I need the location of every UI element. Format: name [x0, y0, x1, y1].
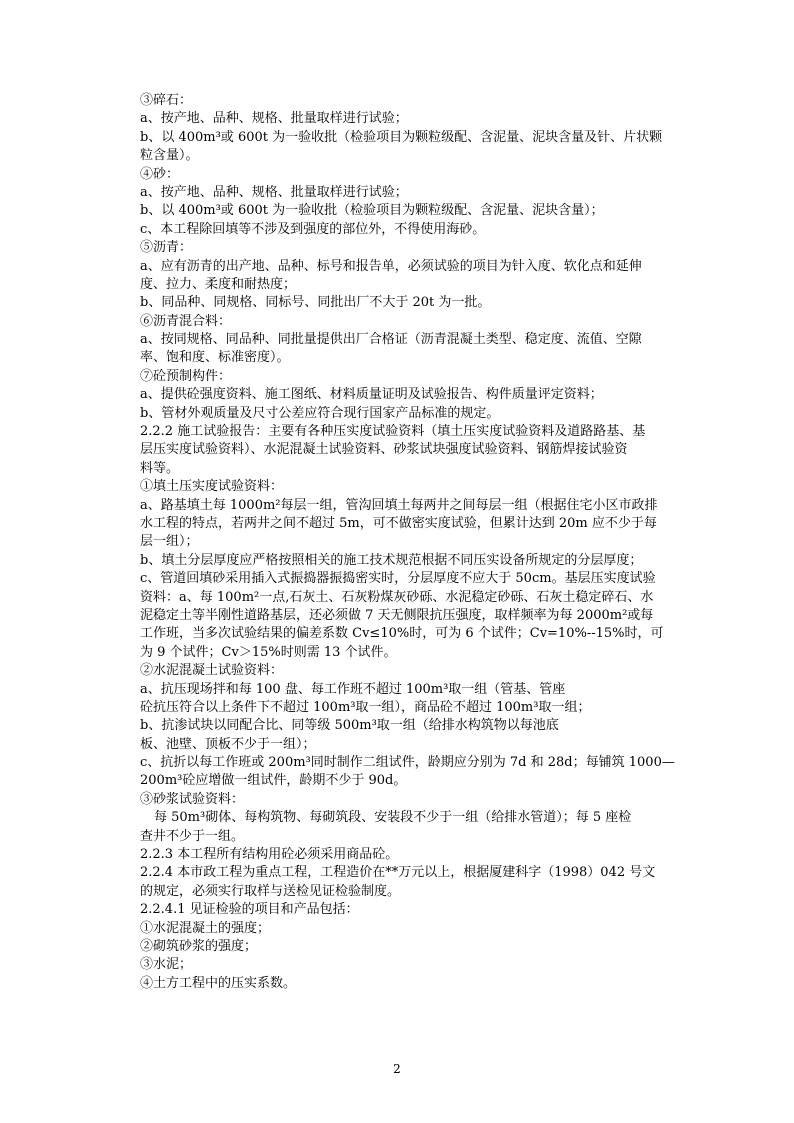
text-line: b、以 400m³或 600t 为一验收批（检验项目为颗粒级配、含泥量、泥块含量）； — [140, 203, 604, 219]
text-line: a、应有沥青的出产地、品种、标号和报告单，必须试验的项目为针入度、软化点和延伸 — [140, 258, 642, 274]
text-line: ①水泥混凝土的强度； — [140, 920, 271, 936]
text-line: 资料：a、每 100m²一点,石灰土、石灰粉煤灰砂砾、水泥稳定砂砾、石灰土稳定碎石、水 — [140, 589, 654, 605]
text-line: 板、池壁、顶板不少于一组）； — [140, 736, 316, 752]
text-line: ⑤沥青： — [140, 240, 193, 256]
text-line: a、按产地、品种、规格、批量取样进行试验； — [140, 111, 408, 127]
text-line: ②砌筑砂浆的强度； — [140, 938, 258, 954]
text-line: ①填土压实度试验资料： — [140, 479, 284, 495]
text-line: b、管材外观质量及尺寸公差应符合现行国家产品标准的规定。 — [140, 405, 500, 421]
document-body — [140, 92, 677, 993]
text-line: c、本工程除回填等不涉及到强度的部位外，不得使用海砂。 — [140, 221, 486, 237]
text-line: a、按同规格、同品种、同批量提供出厂合格证（沥青混凝土类型、稳定度、流值、空隙 — [140, 332, 642, 348]
text-line: ②水泥混凝土试验资料： — [140, 663, 284, 679]
text-line: 查井不少于一组。 — [140, 828, 245, 844]
text-line: a、抗压现场拌和每 100 盘、每工作班不超过 100m³取一组（管基、管座 — [140, 681, 566, 697]
text-line: b、以 400m³或 600t 为一验收批（检验项目为颗粒级配、含泥量、泥块含量及针、片状颗 — [140, 129, 663, 145]
text-line: 水工程的特点，若两井之间不超过 5m，可不做密实度试验，但累计达到 20m 应不少于每 — [140, 515, 657, 531]
text-line: ③水泥； — [140, 957, 193, 973]
text-line: b、同品种、同规格、同标号、同批出厂不大于 20t 为一批。 — [140, 295, 491, 311]
text-line: c、抗折以每工作班或 200m³同时制作二组试件，龄期应分别为 7d 和 28d；每铺筑 1000— — [140, 755, 675, 771]
text-line: ⑦砼预制构件： — [140, 368, 232, 384]
text-line: 层压实度试验资料）、水泥混凝土试验资料、砂浆试块强度试验资料、钢筋焊接试验资 — [140, 442, 628, 458]
text-line: 2.2.3 本工程所有结构用砼必须采用商品砼。 — [140, 847, 399, 863]
text-line: a、按产地、品种、规格、批量取样进行试验； — [140, 184, 408, 200]
text-line: 2.2.4.1 见证检验的项目和产品包括： — [140, 902, 359, 918]
text-line: 料等。 — [140, 460, 180, 476]
text-line: 的规定，必须实行取样与送检见证检验制度。 — [140, 883, 401, 899]
text-line: 层一组）； — [140, 534, 199, 550]
text-line: ④砂： — [140, 166, 180, 182]
text-line: 每 50m³砌体、每构筑物、每砌筑段、安装段不少于一组（给排水管道）；每 5 座检 — [154, 810, 632, 826]
text-line: 2.2.2 施工试验报告：主要有各种压实度试验资料（填土压实度试验资料及道路路基、基 — [140, 424, 646, 440]
text-line: ⑥沥青混合料： — [140, 313, 232, 329]
text-line: 度、拉力、柔度和耐热度； — [140, 276, 297, 292]
text-line: ③碎石： — [140, 93, 193, 108]
text-line: 泥稳定土等半刚性道路基层，还必须做 7 天无侧限抗压强度，取样频率为每 2000m²或每 — [140, 607, 654, 623]
text-line: b、填土分层厚度应严格按照相关的施工技术规范根据不同压实设备所规定的分层厚度； — [140, 552, 643, 568]
text-line: 200m³砼应增做一组试件，龄期不少于 90d。 — [140, 773, 407, 789]
text-line: ③砂浆试验资料： — [140, 791, 245, 807]
text-line: 为 9 个试件；Cv＞15%时则需 13 个试件。 — [140, 644, 397, 660]
text-line: a、路基填土每 1000m²每层一组，管沟回填土每两井之间每层一组（根据住宅小区市政排 — [140, 497, 658, 513]
text-line: 砼抗压符合以上条件下不超过 100m³取一组），商品砼不超过 100m³取一组； — [140, 699, 591, 715]
text-line: 粒含量）。 — [140, 148, 199, 164]
text-line: ④土方工程中的压实系数。 — [140, 975, 297, 991]
text-line: 率、饱和度、标准密度）。 — [140, 350, 290, 366]
text-line: 工作班，当多次试验结果的偏差系数 Cv≤10%时，可为 6 个试件；Cv=10%--15%时，可 — [140, 626, 664, 642]
text-line: a、提供砼强度资料、施工图纸、材料质量证明及试验报告、构件质量评定资料； — [140, 387, 603, 403]
text-line: c、管道回填砂采用插入式振捣器振捣密实时，分层厚度不应大于 50cm。基层压实度试验 — [140, 571, 656, 587]
text-line: b、抗渗试块以同配合比、同等级 500m³取一组（给排水构筑物以每池底 — [140, 718, 559, 734]
page-number: 2 — [393, 1062, 401, 1076]
text-line: 2.2.4 本市政工程为重点工程，工程造价在**万元以上，根据厦建科字（1998）042 号文 — [140, 865, 656, 881]
